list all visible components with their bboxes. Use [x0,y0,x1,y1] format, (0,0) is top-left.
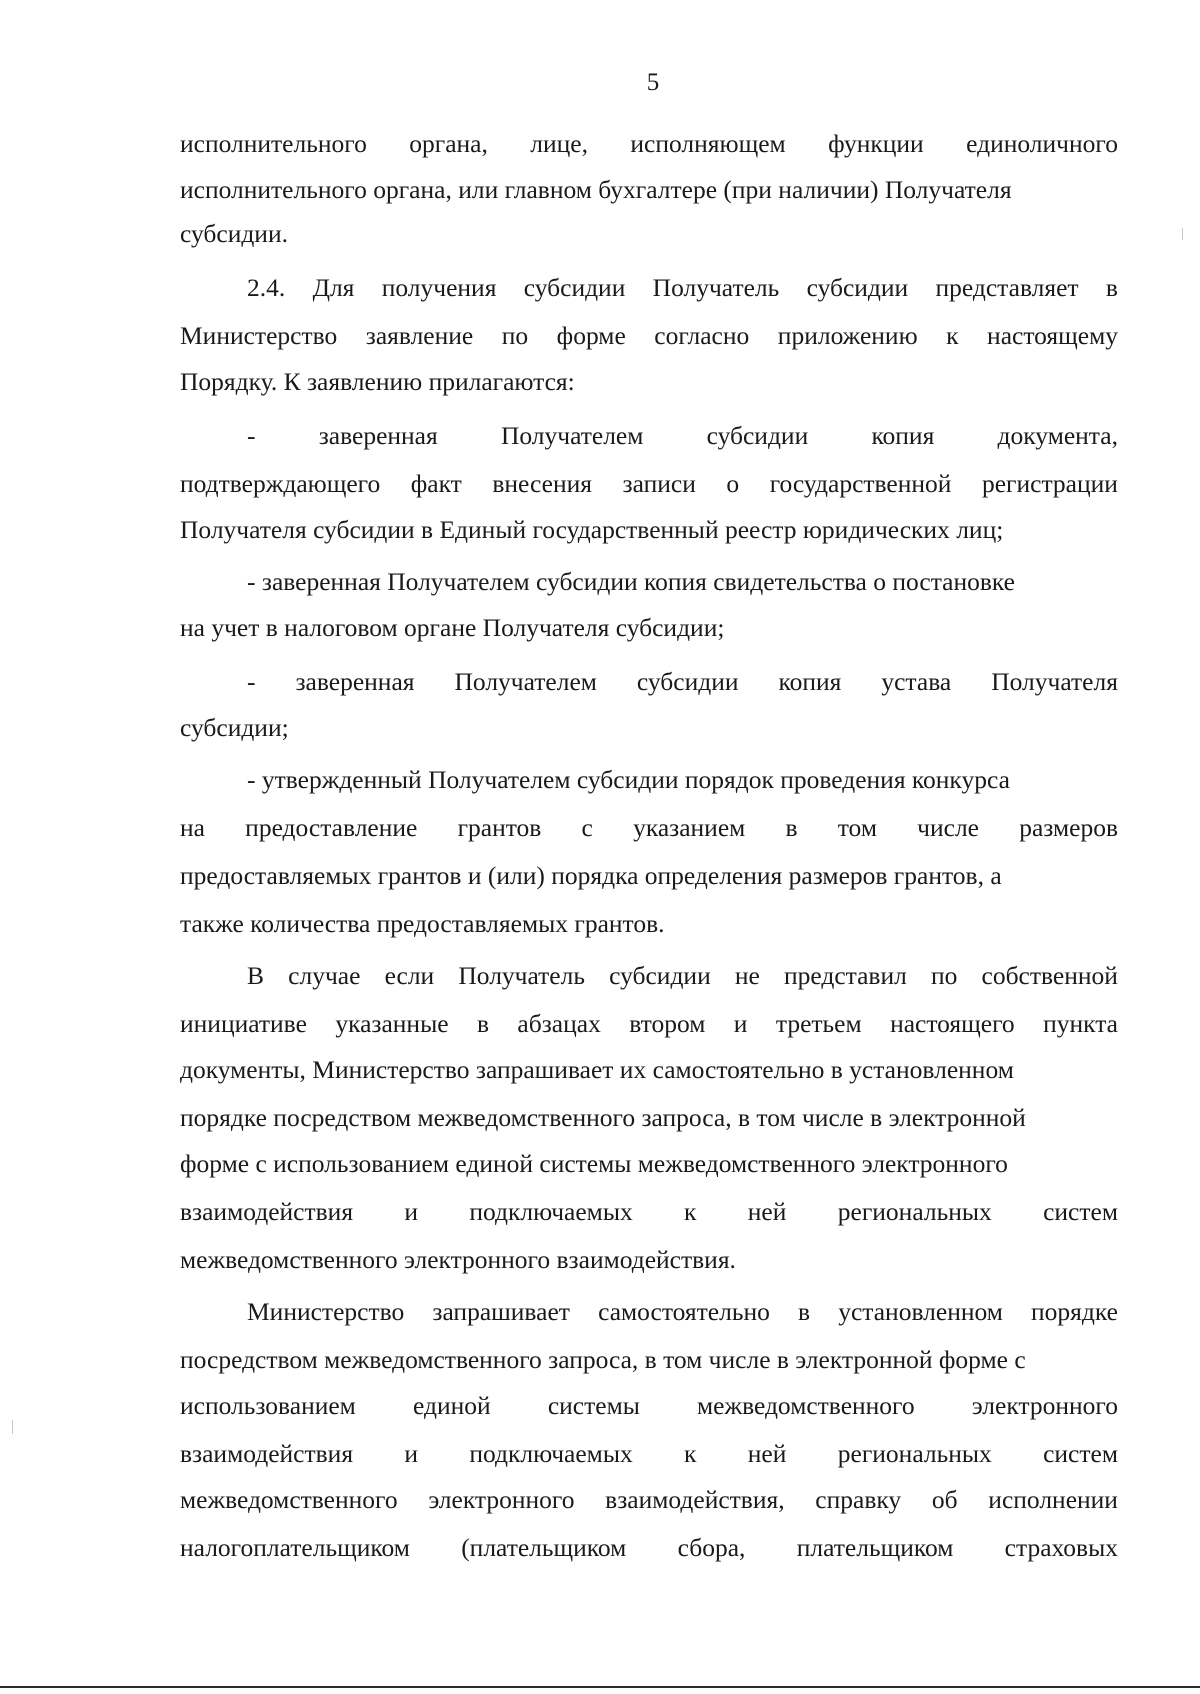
text-line: межведомственного электронного взаимодействия. [180,1245,736,1274]
word: форме с использованием единой системы межведомственного электронного [180,1149,1008,1178]
word: заверенная [295,667,415,696]
word: электронного [971,1391,1118,1420]
text-line [180,1144,1118,1184]
word: справку [815,1485,902,1514]
word: третьем [775,1009,862,1038]
word: предоставляемых грантов и (или) порядка определения размеров грантов, а [180,861,1002,890]
text-line [180,316,1118,356]
word: органа, [409,129,488,158]
text-line: исполнительного органа, или главном бухгалтере (при наличии) Получателя [180,175,1012,204]
text-line [180,1386,1118,1426]
word: факт [410,469,462,498]
word: грантов [457,813,542,842]
word: налогоплательщиком [180,1533,410,1562]
text-line [180,1098,1118,1138]
word: - утвержденный Получателем субсидии порядок проведения конкурса [247,765,1010,794]
word: Министерство [247,1297,405,1326]
word: Получателем [454,667,597,696]
word: субсидии [636,667,739,696]
word: пункта [1043,1009,1118,1038]
word: исполнительного [180,129,367,158]
word: сбора, [677,1533,746,1562]
word: устава [881,667,952,696]
word: плательщиком [796,1533,954,1562]
word: по [930,961,958,990]
word: государственной [769,469,952,498]
word: копия [871,421,935,450]
word: систем [1043,1439,1118,1468]
word: взаимодействия [180,1439,354,1468]
word: заверенная [318,421,438,450]
word: указанные [335,1009,449,1038]
word: использованием [180,1391,356,1420]
word: Для [312,273,355,302]
text-line: на учет в налоговом органе Получателя субсидии; [180,613,725,642]
word: числе [917,813,980,842]
word: инициативе [180,1009,307,1038]
word: регистрации [981,469,1118,498]
word: документы, Министерство запрашивает их самостоятельно в установленном [180,1055,1014,1084]
word: заявление [365,321,474,350]
word: - [247,421,256,450]
word: в [798,1297,811,1326]
word: об [931,1485,958,1514]
word: если [384,961,435,990]
word: субсидии [706,421,809,450]
word: копия [778,667,842,696]
word: с [581,813,593,842]
word: по [501,321,529,350]
scan-speck [12,1420,13,1434]
word: не [734,961,760,990]
word: получения [381,273,497,302]
word: подтверждающего [180,469,381,498]
word: втором [629,1009,706,1038]
word: подключаемых [469,1197,633,1226]
word: посредством межведомственного запроса, в том числе в электронной форме с [180,1345,1026,1374]
scan-speck [1182,228,1183,240]
word: межведомственного [697,1391,915,1420]
text-line [180,1050,1118,1090]
page-number: 5 [646,69,660,96]
word: в [785,813,798,842]
word: систем [1043,1197,1118,1226]
word: форме [556,321,626,350]
text-line: Получателя субсидии в Единый государственный реестр юридических лиц; [180,515,1004,544]
list-item-line [247,562,1118,602]
list-item-line [247,760,1118,800]
word: региональных [837,1197,992,1226]
text-line [180,1340,1118,1380]
word: Министерство [180,321,338,350]
text-line [180,1528,1118,1568]
word: размеров [1019,813,1118,842]
list-item-line [247,662,1118,702]
word: В [247,961,265,990]
word: и [404,1439,419,1468]
word: Получателем [500,421,644,450]
word: и [733,1009,748,1038]
text-line [247,268,1118,308]
word: - заверенная Получателем субсидии копия свидетельства о постановке [247,567,1016,596]
word: 2.4. [247,273,286,302]
word: региональных [837,1439,992,1468]
word: собственной [981,961,1118,990]
word: Получатель [458,961,585,990]
word: субсидии [806,273,909,302]
text-line [247,956,1118,996]
word: приложению [777,321,918,350]
word: функции [828,129,924,158]
text-line [180,808,1118,848]
word: порядке посредством межведомственного запроса, в том числе в электронной [180,1103,1026,1132]
word: самостоятельно [598,1297,770,1326]
word: к [946,321,959,350]
word: (плательщиком [461,1533,627,1562]
word: запрашивает [432,1297,570,1326]
word: единой [413,1391,491,1420]
list-item-line [247,416,1118,456]
word: том [837,813,877,842]
word: внесения [492,469,592,498]
word: ней [747,1439,787,1468]
word: представил [783,961,907,990]
word: электронного [428,1485,575,1514]
word: субсидии [523,273,626,302]
word: в [1105,273,1118,302]
word: исполняющем [630,129,786,158]
word: абзацах [517,1009,601,1038]
word: настоящего [890,1009,1015,1038]
text-line: субсидии; [180,713,289,742]
text-line: также количества предоставляемых грантов. [180,909,665,938]
text-line [180,1004,1118,1044]
text-line [180,1434,1118,1474]
word: предоставление [245,813,418,842]
text-line [180,124,1118,164]
text-line [247,1292,1118,1332]
word: взаимодействия, [605,1485,785,1514]
text-line [180,464,1118,504]
word: установленном [838,1297,1003,1326]
word: подключаемых [469,1439,633,1468]
word: единоличного [966,129,1118,158]
page-bottom-rule [0,1686,1200,1688]
word: системы [547,1391,640,1420]
word: взаимодействия [180,1197,354,1226]
word: субсидии [609,961,711,990]
word: межведомственного [180,1485,398,1514]
word: настоящему [987,321,1118,350]
text-line: субсидии. [180,219,288,248]
word: согласно [654,321,750,350]
word: Получатель [652,273,780,302]
word: к [684,1439,697,1468]
word: Получателя [991,667,1118,696]
word: лице, [530,129,588,158]
word: указанием [633,813,746,842]
word: к [684,1197,697,1226]
word: документа, [997,421,1118,450]
word: представляет [935,273,1079,302]
text-line: Порядку. К заявлению прилагаются: [180,367,575,396]
word: случае [288,961,361,990]
word: в [476,1009,489,1038]
text-line [180,1480,1118,1520]
word: порядке [1031,1297,1118,1326]
word: о [726,469,740,498]
text-line [180,1192,1118,1232]
word: ней [747,1197,787,1226]
word: на [180,813,205,842]
word: и [404,1197,419,1226]
word: исполнении [988,1485,1118,1514]
text-line [180,856,1118,896]
word: страховых [1004,1533,1118,1562]
word: записи [622,469,696,498]
word: - [247,667,256,696]
